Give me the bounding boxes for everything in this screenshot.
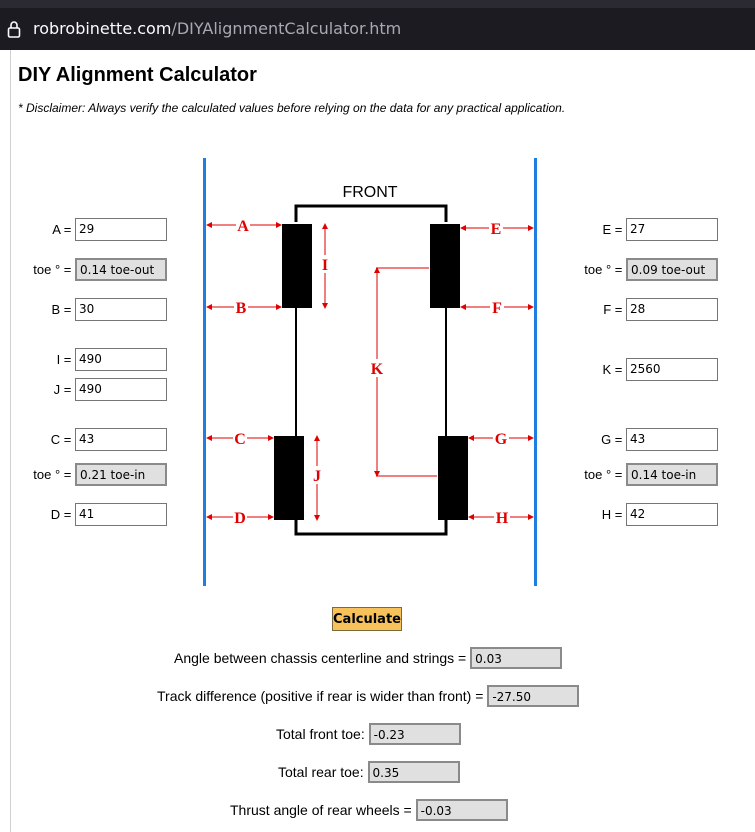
page-title: DIY Alignment Calculator <box>18 64 257 86</box>
toe-front-left-output[interactable]: 0.14 toe-out <box>75 258 167 281</box>
field-i-label: I = <box>56 352 75 367</box>
field-b-row <box>52 298 168 321</box>
field-d-row <box>51 503 167 526</box>
field-g-input[interactable]: 43 <box>626 428 718 451</box>
field-k-row <box>603 358 719 381</box>
field-a-row <box>52 218 167 241</box>
result-front-toe-output[interactable]: -0.23 <box>369 723 461 745</box>
field-i-row <box>57 348 167 371</box>
field-c-input[interactable]: 43 <box>75 428 167 451</box>
field-i-input[interactable]: 490 <box>75 348 167 371</box>
result-track-row <box>157 685 579 707</box>
disclaimer-text: * Disclaimer: Always verify the calculated values before relying on the data for any practical application. <box>18 101 566 115</box>
field-a-input[interactable]: 29 <box>75 218 167 241</box>
result-rear-toe-row <box>278 761 460 783</box>
field-j-row <box>54 378 167 401</box>
dim-label-k: K <box>370 361 384 378</box>
chassis-outline <box>296 206 446 222</box>
field-h-label: H = <box>601 507 626 522</box>
field-b-input[interactable]: 30 <box>75 298 167 321</box>
field-k-label: K = <box>602 362 626 377</box>
field-j-label: J = <box>53 382 75 397</box>
dim-label-i: I <box>321 257 329 274</box>
front-label: FRONT <box>342 184 398 201</box>
result-angle-row <box>174 647 562 669</box>
field-g-label: G = <box>601 432 626 447</box>
rear-left-wheel <box>274 436 304 520</box>
toe-front-right-row <box>584 258 718 281</box>
result-rear-toe-label: Total rear toe: <box>278 764 368 780</box>
field-d-label: D = <box>50 507 75 522</box>
dim-label-a: A <box>237 218 249 235</box>
result-angle-label: Angle between chassis centerline and strings = <box>174 650 471 666</box>
calculate-button[interactable]: Calculate <box>332 607 402 631</box>
result-thrust-label: Thrust angle of rear wheels = <box>230 802 416 818</box>
result-front-toe-label: Total front toe: <box>276 726 369 742</box>
field-k-input[interactable]: 2560 <box>626 358 718 381</box>
rear-right-wheel <box>438 436 468 520</box>
chassis-rear <box>296 518 446 534</box>
field-e-row <box>603 218 719 241</box>
toe-rear-right-output[interactable]: 0.14 toe-in <box>626 463 718 486</box>
result-rear-toe-output[interactable]: 0.35 <box>368 761 460 783</box>
field-f-label: F = <box>603 302 626 317</box>
field-e-input[interactable]: 27 <box>626 218 718 241</box>
field-c-label: C = <box>50 432 75 447</box>
result-angle-output[interactable]: 0.03 <box>470 647 562 669</box>
url-domain: robrobinette.com <box>33 19 172 38</box>
toe-rear-left-row <box>33 463 167 486</box>
toe-front-left-row <box>33 258 167 281</box>
field-f-row <box>603 298 718 321</box>
dim-label-b: B <box>235 300 247 317</box>
dim-label-f: F <box>492 300 502 317</box>
toe-front-right-label: toe ° = <box>584 262 626 277</box>
toe-rear-right-row <box>584 463 718 486</box>
url-path: /DIYAlignmentCalculator.htm <box>171 19 402 38</box>
dim-label-c: C <box>234 431 246 448</box>
dim-label-j: J <box>313 468 321 485</box>
toe-front-left-label: toe ° = <box>33 262 75 277</box>
field-h-input[interactable]: 42 <box>626 503 718 526</box>
field-a-label: A = <box>52 222 75 237</box>
toe-rear-right-label: toe ° = <box>584 467 626 482</box>
dim-label-g: G <box>494 431 508 448</box>
field-g-row <box>601 428 718 451</box>
dim-label-d: D <box>234 510 246 527</box>
result-thrust-output[interactable]: -0.03 <box>416 799 508 821</box>
front-right-wheel <box>430 224 460 308</box>
result-front-toe-row <box>276 723 461 745</box>
result-track-label: Track difference (positive if rear is wider than front) = <box>157 688 488 704</box>
dim-label-h: H <box>495 510 509 527</box>
field-j-input[interactable]: 490 <box>75 378 167 401</box>
front-left-wheel <box>282 224 312 308</box>
field-c-row <box>51 428 167 451</box>
toe-rear-left-label: toe ° = <box>33 467 75 482</box>
field-f-input[interactable]: 28 <box>626 298 718 321</box>
toe-front-right-output[interactable]: 0.09 toe-out <box>626 258 718 281</box>
field-b-label: B = <box>51 302 75 317</box>
field-d-input[interactable]: 41 <box>75 503 167 526</box>
field-h-row <box>602 503 718 526</box>
result-thrust-row <box>230 799 508 821</box>
toe-rear-left-output[interactable]: 0.21 toe-in <box>75 463 167 486</box>
result-track-output[interactable]: -27.50 <box>487 685 579 707</box>
field-e-label: E = <box>602 222 626 237</box>
dim-label-e: E <box>490 221 502 238</box>
